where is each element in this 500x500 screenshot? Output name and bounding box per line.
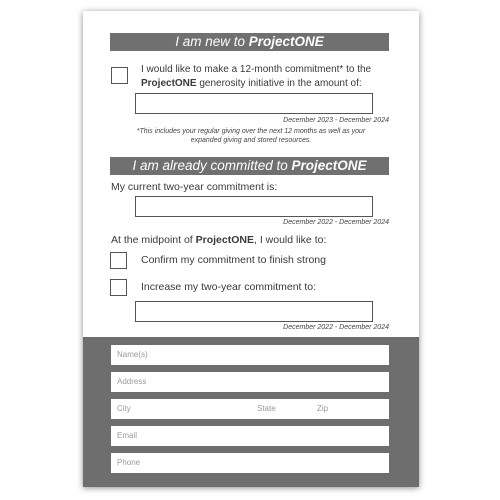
new-commitment-amount-input[interactable] — [135, 93, 373, 114]
committed-banner-prefix: I am already committed to — [132, 158, 292, 173]
city-state-zip-field[interactable] — [111, 399, 389, 419]
midpoint-prefix: At the midpoint of — [111, 234, 196, 246]
new-commitment-line2-rest: generosity initiative in the amount of: — [196, 78, 362, 89]
email-field[interactable] — [111, 426, 389, 446]
footnote-line2: expanded giving and stored resources. — [190, 137, 312, 144]
email-placeholder: Email — [117, 431, 138, 440]
new-commitment-line1: I would like to make a 12-month commitment* to the — [141, 64, 372, 75]
name-placeholder: Name(s) — [117, 350, 148, 359]
current-commitment-input[interactable] — [135, 196, 373, 217]
midpoint-suffix: , I would like to: — [254, 234, 327, 246]
committed-section-banner — [110, 157, 389, 175]
phone-placeholder: Phone — [117, 458, 141, 467]
city-placeholder: City — [117, 404, 131, 413]
footnote-line1: *This includes your regular giving over the next 12 months as well as your — [136, 128, 366, 135]
new-banner-prefix: I am new to — [175, 34, 249, 49]
new-section-banner — [110, 33, 389, 51]
address-placeholder: Address — [117, 377, 147, 386]
increase-commitment-checkbox[interactable] — [110, 279, 127, 296]
phone-field[interactable] — [111, 453, 389, 473]
confirm-commitment-checkbox[interactable] — [110, 252, 127, 269]
new-banner-brand: ProjectONE — [248, 34, 324, 49]
current-date-range: December 2022 - December 2024 — [283, 219, 389, 226]
increase-commitment-label: Increase my two-year commitment to: — [141, 281, 317, 293]
increase-date-range: December 2022 - December 2024 — [283, 324, 389, 331]
midpoint-brand: ProjectONE — [195, 234, 254, 246]
new-commitment-line2 — [141, 78, 362, 89]
new-commitment-checkbox[interactable] — [111, 67, 128, 84]
state-placeholder: State — [257, 404, 276, 413]
zip-placeholder: Zip — [317, 404, 329, 413]
committed-banner-brand: ProjectONE — [291, 158, 367, 173]
increase-commitment-input[interactable] — [135, 301, 373, 322]
address-field[interactable] — [111, 372, 389, 392]
current-commitment-label: My current two-year commitment is: — [111, 181, 278, 193]
contact-footer — [83, 337, 419, 487]
new-date-range: December 2023 - December 2024 — [283, 117, 389, 124]
name-field[interactable] — [111, 345, 389, 365]
commitment-card — [83, 11, 419, 487]
midpoint-label — [111, 234, 326, 246]
confirm-commitment-label: Confirm my commitment to finish strong — [141, 254, 326, 266]
new-commitment-brand: ProjectONE — [141, 78, 197, 89]
